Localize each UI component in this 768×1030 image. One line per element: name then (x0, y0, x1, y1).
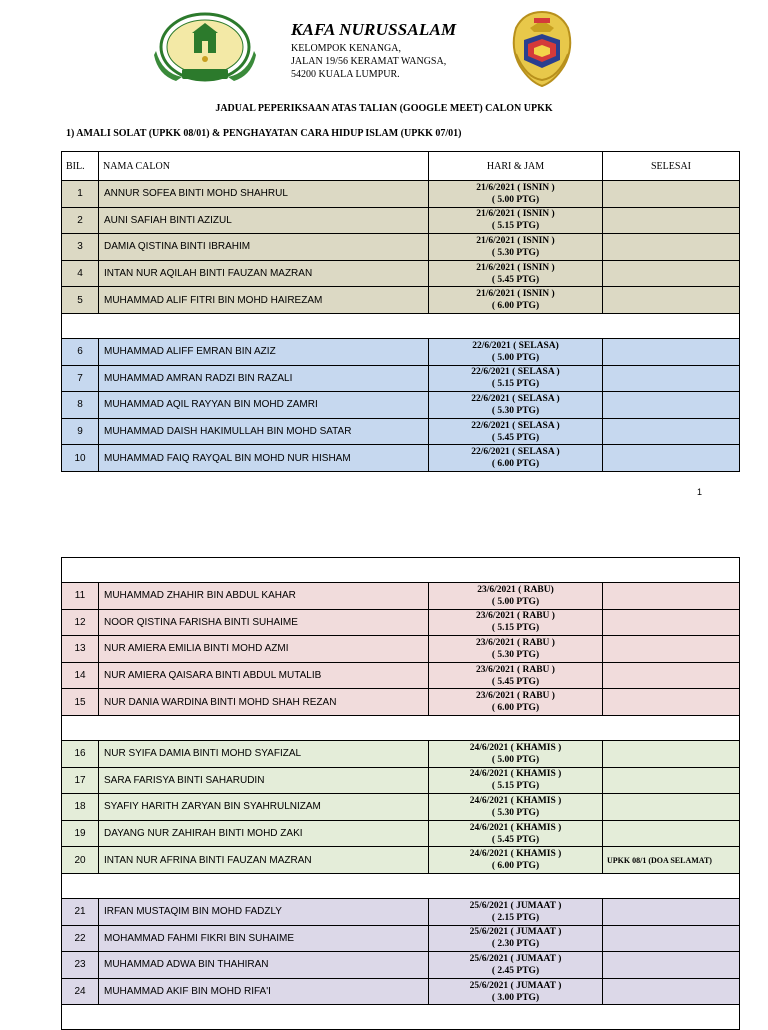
completion-status (603, 978, 740, 1005)
exam-date: 22/6/2021 ( SELASA ) (471, 393, 560, 404)
row-number: 22 (62, 925, 99, 952)
row-number: 11 (62, 583, 99, 610)
exam-date: 24/6/2021 ( KHAMIS ) (469, 849, 562, 860)
group-separator (62, 1005, 740, 1030)
candidate-name: SARA FARISYA BINTI SAHARUDIN (99, 767, 429, 794)
exam-schedule (429, 445, 603, 472)
exam-date: 23/6/2021 ( RABU ) (476, 691, 555, 702)
separator-cell (62, 1005, 740, 1030)
exam-time: ( 5.00 PTG) (491, 194, 540, 205)
table-row (62, 636, 740, 663)
exam-schedule (429, 338, 603, 365)
table-row (62, 609, 740, 636)
exam-schedule (429, 583, 603, 610)
row-number: 9 (62, 418, 99, 445)
document-title: JADUAL PEPERIKSAAN ATAS TALIAN (GOOGLE MEET) CALON UPKK (215, 103, 553, 114)
row-number: 2 (62, 207, 99, 234)
completion-status (603, 820, 740, 847)
exam-date: 22/6/2021 ( SELASA) (472, 340, 559, 351)
exam-date: 21/6/2021 ( ISNIN ) (476, 262, 555, 273)
exam-time: ( 5.45 PTG) (491, 676, 540, 687)
address-line-3: 54200 KUALA LUMPUR. (291, 69, 400, 80)
candidate-name: IRFAN MUSTAQIM BIN MOHD FADZLY (99, 898, 429, 925)
table-row (62, 181, 740, 208)
row-number: 8 (62, 392, 99, 419)
exam-date: 22/6/2021 ( SELASA ) (471, 447, 560, 458)
exam-schedule (429, 260, 603, 287)
table-row (62, 234, 740, 261)
column-header-time: HARI & JAM (429, 152, 603, 181)
exam-date: 24/6/2021 ( KHAMIS ) (469, 742, 562, 753)
candidate-name: INTAN NUR AFRINA BINTI FAUZAN MAZRAN (99, 847, 429, 874)
candidate-name: NOOR QISTINA FARISHA BINTI SUHAIME (99, 609, 429, 636)
row-number: 14 (62, 662, 99, 689)
candidate-name: SYAFIY HARITH ZARYAN BIN SYAHRULNIZAM (99, 794, 429, 821)
completion-status (603, 662, 740, 689)
exam-schedule (429, 207, 603, 234)
completion-status (603, 925, 740, 952)
exam-time: ( 6.00 PTG) (491, 301, 540, 312)
exam-time: ( 5.45 PTG) (491, 432, 540, 443)
exam-time: ( 6.00 PTG) (491, 861, 540, 872)
table-row (62, 338, 740, 365)
exam-time: ( 5.30 PTG) (491, 405, 540, 416)
candidate-name: MUHAMMAD DAISH HAKIMULLAH BIN MOHD SATAR (99, 418, 429, 445)
exam-schedule (429, 181, 603, 208)
exam-time: ( 5.45 PTG) (491, 834, 540, 845)
candidate-name: ANNUR SOFEA BINTI MOHD SHAHRUL (99, 181, 429, 208)
exam-date: 23/6/2021 ( RABU ) (476, 611, 555, 622)
row-number: 10 (62, 445, 99, 472)
document-header (0, 0, 768, 100)
section-title: 1) AMALI SOLAT (UPKK 08/01) & PENGHAYATAN CARA HIDUP ISLAM (UPKK 07/01) (66, 128, 462, 139)
table-row (62, 662, 740, 689)
row-number: 7 (62, 365, 99, 392)
completion-status (603, 418, 740, 445)
completion-status (603, 767, 740, 794)
exam-time: ( 5.15 PTG) (491, 623, 540, 634)
exam-time: ( 5.45 PTG) (491, 274, 540, 285)
exam-schedule (429, 767, 603, 794)
exam-schedule (429, 365, 603, 392)
table-row (62, 418, 740, 445)
row-number: 1 (62, 181, 99, 208)
group-separator (62, 558, 740, 583)
completion-status (603, 445, 740, 472)
exam-date: 25/6/2021 ( JUMAAT ) (469, 927, 562, 938)
exam-time: ( 5.15 PTG) (491, 221, 540, 232)
completion-status (603, 207, 740, 234)
exam-schedule (429, 287, 603, 314)
completion-status (603, 689, 740, 716)
exam-time: ( 5.30 PTG) (491, 247, 540, 258)
table-row (62, 952, 740, 979)
row-number: 5 (62, 287, 99, 314)
completion-status (603, 794, 740, 821)
completion-status (603, 234, 740, 261)
candidate-name: DAYANG NUR ZAHIRAH BINTI MOHD ZAKI (99, 820, 429, 847)
table-row (62, 287, 740, 314)
exam-schedule (429, 820, 603, 847)
row-number: 13 (62, 636, 99, 663)
candidate-name: NUR SYIFA DAMIA BINTI MOHD SYAFIZAL (99, 740, 429, 767)
table-row (62, 583, 740, 610)
exam-time: ( 5.00 PTG) (491, 352, 540, 363)
separator-cell (62, 313, 740, 338)
exam-schedule (429, 847, 603, 874)
exam-time: ( 2.30 PTG) (491, 939, 540, 950)
row-number: 20 (62, 847, 99, 874)
exam-date: 21/6/2021 ( ISNIN ) (476, 209, 555, 220)
table-row (62, 794, 740, 821)
exam-schedule (429, 794, 603, 821)
candidate-name: MUHAMMAD ALIFF EMRAN BIN AZIZ (99, 338, 429, 365)
table-row (62, 260, 740, 287)
exam-date: 23/6/2021 ( RABU) (477, 584, 554, 595)
exam-time: ( 5.00 PTG) (491, 754, 540, 765)
candidate-name: NUR DANIA WARDINA BINTI MOHD SHAH REZAN (99, 689, 429, 716)
exam-date: 25/6/2021 ( JUMAAT ) (469, 980, 562, 991)
candidate-name: MUHAMMAD ZHAHIR BIN ABDUL KAHAR (99, 583, 429, 610)
exam-time: ( 5.30 PTG) (491, 649, 540, 660)
candidate-name: MUHAMMAD FAIQ RAYQAL BIN MOHD NUR HISHAM (99, 445, 429, 472)
exam-date: 23/6/2021 ( RABU ) (476, 637, 555, 648)
exam-time: ( 5.30 PTG) (491, 807, 540, 818)
table-row (62, 445, 740, 472)
completion-status (603, 898, 740, 925)
exam-schedule (429, 392, 603, 419)
exam-date: 21/6/2021 ( ISNIN ) (476, 235, 555, 246)
group-separator (62, 873, 740, 898)
row-number: 18 (62, 794, 99, 821)
page-number: 1 (697, 487, 703, 497)
separator-cell (62, 873, 740, 898)
candidate-name: MUHAMMAD ALIF FITRI BIN MOHD HAIREZAM (99, 287, 429, 314)
completion-status (603, 287, 740, 314)
exam-time: ( 6.00 PTG) (491, 703, 540, 714)
table-row (62, 767, 740, 794)
exam-time: ( 3.00 PTG) (491, 992, 540, 1003)
completion-status (603, 609, 740, 636)
row-number: 17 (62, 767, 99, 794)
row-number: 19 (62, 820, 99, 847)
separator-cell (62, 558, 740, 583)
table-row (62, 689, 740, 716)
exam-time: ( 2.15 PTG) (491, 912, 540, 923)
candidate-name: MUHAMMAD AQIL RAYYAN BIN MOHD ZAMRI (99, 392, 429, 419)
completion-status (603, 392, 740, 419)
row-number: 24 (62, 978, 99, 1005)
exam-schedule (429, 636, 603, 663)
school-name: KAFA NURUSSALAM (291, 20, 457, 39)
table-row (62, 740, 740, 767)
table-row (62, 898, 740, 925)
exam-time: ( 6.00 PTG) (491, 459, 540, 470)
jawi-logo (506, 8, 578, 90)
exam-time: ( 5.15 PTG) (491, 781, 540, 792)
candidate-name: DAMIA QISTINA BINTI IBRAHIM (99, 234, 429, 261)
exam-time: ( 5.15 PTG) (491, 379, 540, 390)
exam-schedule (429, 740, 603, 767)
completion-status (603, 365, 740, 392)
completion-status (603, 338, 740, 365)
candidate-name: MUHAMMAD AKIF BIN MOHD RIFA'I (99, 978, 429, 1005)
candidate-name: MOHAMMAD FAHMI FIKRI BIN SUHAIME (99, 925, 429, 952)
column-header-done: SELESAI (603, 152, 740, 181)
exam-date: 24/6/2021 ( KHAMIS ) (469, 769, 562, 780)
schedule-table-page-1 (61, 151, 740, 472)
group-separator (62, 313, 740, 338)
row-number: 6 (62, 338, 99, 365)
row-number: 3 (62, 234, 99, 261)
exam-time: ( 2.45 PTG) (491, 965, 540, 976)
address-line-1: KELOMPOK KENANGA, (291, 43, 401, 54)
table-row (62, 392, 740, 419)
exam-schedule (429, 689, 603, 716)
schedule-table-page-2 (61, 557, 740, 1030)
exam-date: 24/6/2021 ( KHAMIS ) (469, 822, 562, 833)
exam-schedule (429, 978, 603, 1005)
column-header-bil: BIL. (62, 152, 99, 181)
completion-status (603, 583, 740, 610)
exam-schedule (429, 662, 603, 689)
exam-date: 21/6/2021 ( ISNIN ) (476, 289, 555, 300)
exam-date: 24/6/2021 ( KHAMIS ) (469, 795, 562, 806)
table-row (62, 820, 740, 847)
candidate-name: MUHAMMAD ADWA BIN THAHIRAN (99, 952, 429, 979)
address-line-2: JALAN 19/56 KERAMAT WANGSA, (291, 56, 447, 67)
separator-cell (62, 715, 740, 740)
completion-status (603, 740, 740, 767)
exam-schedule (429, 234, 603, 261)
row-number: 12 (62, 609, 99, 636)
exam-date: 25/6/2021 ( JUMAAT ) (469, 900, 562, 911)
table-row (62, 978, 740, 1005)
group-separator (62, 715, 740, 740)
table-row (62, 365, 740, 392)
row-number: 4 (62, 260, 99, 287)
completion-status (603, 260, 740, 287)
completion-status (603, 181, 740, 208)
candidate-name: NUR AMIERA QAISARA BINTI ABDUL MUTALIB (99, 662, 429, 689)
row-number: 16 (62, 740, 99, 767)
school-logo (152, 11, 258, 84)
exam-schedule (429, 952, 603, 979)
exam-schedule (429, 609, 603, 636)
completion-status: UPKK 08/1 (DOA SELAMAT) (603, 847, 740, 874)
row-number: 23 (62, 952, 99, 979)
completion-status (603, 952, 740, 979)
row-number: 15 (62, 689, 99, 716)
exam-date: 21/6/2021 ( ISNIN ) (476, 182, 555, 193)
table-row (62, 207, 740, 234)
exam-date: 22/6/2021 ( SELASA ) (471, 420, 560, 431)
candidate-name: MUHAMMAD AMRAN RADZI BIN RAZALI (99, 365, 429, 392)
table-row (62, 847, 740, 874)
exam-date: 22/6/2021 ( SELASA ) (471, 367, 560, 378)
exam-schedule (429, 418, 603, 445)
completion-status (603, 636, 740, 663)
table-row (62, 925, 740, 952)
exam-schedule (429, 898, 603, 925)
exam-schedule (429, 925, 603, 952)
candidate-name: AUNI SAFIAH BINTI AZIZUL (99, 207, 429, 234)
candidate-name: NUR AMIERA EMILIA BINTI MOHD AZMI (99, 636, 429, 663)
column-header-name: NAMA CALON (99, 152, 429, 181)
exam-time: ( 5.00 PTG) (491, 596, 540, 607)
candidate-name: INTAN NUR AQILAH BINTI FAUZAN MAZRAN (99, 260, 429, 287)
exam-date: 25/6/2021 ( JUMAAT ) (469, 953, 562, 964)
row-number: 21 (62, 898, 99, 925)
exam-date: 23/6/2021 ( RABU ) (476, 664, 555, 675)
